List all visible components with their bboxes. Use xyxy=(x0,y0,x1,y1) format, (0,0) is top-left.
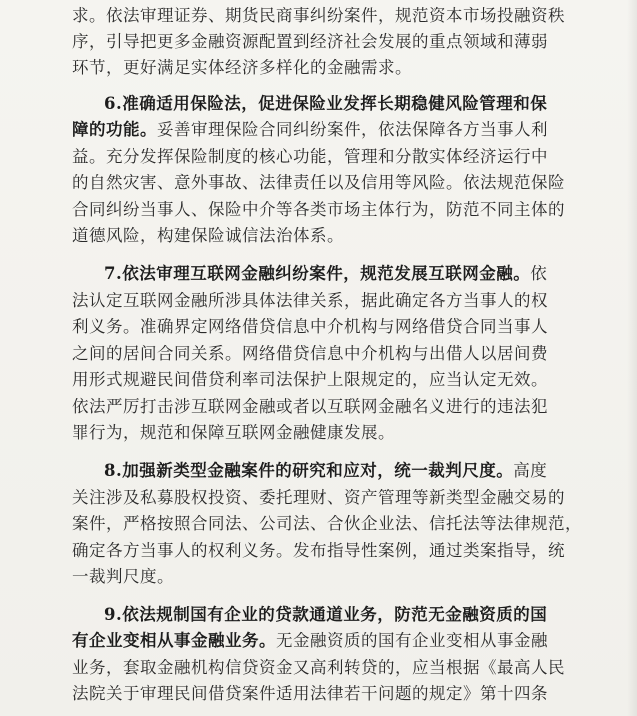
text-line: 法认定互联网金融所涉具体法律关系，据此确定各方当事人的权 xyxy=(72,291,548,310)
text-line: 依法严厉打击涉互联网金融或者以互联网金融名义进行的违法犯 xyxy=(72,397,548,416)
text-line: 的自然灾害、意外事故、法律责任以及信用等风险。依法规范保险 xyxy=(72,173,565,192)
text-line: 案件，严格按照合同法、公司法、合伙企业法、信托法等法律规范， xyxy=(72,514,582,533)
page-edge-shadow xyxy=(627,0,637,716)
text-line: 一裁判尺度。 xyxy=(72,567,174,586)
text-line: 关注涉及私募股权投资、委托理财、资产管理等新类型金融交易的 xyxy=(72,488,565,507)
text-line: 道德风险，构建保险诚信法治体系。 xyxy=(72,226,344,245)
text-line: 障的功能。妥善审理保险合同纠纷案件，依法保障各方当事人利 xyxy=(72,120,548,139)
text-line: 罪行为，规范和保障互联网金融健康发展。 xyxy=(72,423,395,442)
text-line: 求。依法审理证券、期货民商事纠纷案件，规范资本市场投融资秩 xyxy=(72,6,565,25)
section-heading-7: 7.依法审理互联网金融纠纷案件，规范发展互联网金融。依 xyxy=(104,264,548,283)
text-line: 益。充分发挥保险制度的核心功能，管理和分散实体经济运行中 xyxy=(72,147,548,166)
text-line: 法院关于审理民间借贷案件适用法律若干问题的规定》第十四条 xyxy=(72,684,548,703)
section-heading-6: 6.准确适用保险法，促进保险业发挥长期稳健风险管理和保 xyxy=(104,94,548,113)
text-line: 确定各方当事人的权利义务。发布指导性案例，通过类案指导，统 xyxy=(72,541,565,560)
section-heading-8: 8.加强新类型金融案件的研究和应对，统一裁判尺度。高度 xyxy=(104,461,548,480)
text-line: 利义务。准确界定网络借贷信息中介机构与网络借贷合同当事人 xyxy=(72,317,548,336)
text-line: 序，引导把更多金融资源配置到经济社会发展的重点领域和薄弱 xyxy=(72,32,548,51)
text-line: 合同纠纷当事人、保险中介等各类市场主体行为，防范不同主体的 xyxy=(72,200,565,219)
text-line: 业务，套取金融机构信贷资金又高利转贷的，应当根据《最高人民 xyxy=(72,658,565,677)
text-line: 环节，更好满足实体经济多样化的金融需求。 xyxy=(72,58,412,77)
text-line: 之间的居间合同关系。网络借贷信息中介机构与出借人以居间费 xyxy=(72,344,548,363)
section-heading-9: 9.依法规制国有企业的贷款通道业务，防范无金融资质的国 xyxy=(104,605,548,624)
text-line: 有企业变相从事金融业务。无金融资质的国有企业变相从事金融 xyxy=(72,631,548,650)
text-line: 用形式规避民间借贷利率司法保护上限规定的，应当认定无效。 xyxy=(72,370,548,389)
